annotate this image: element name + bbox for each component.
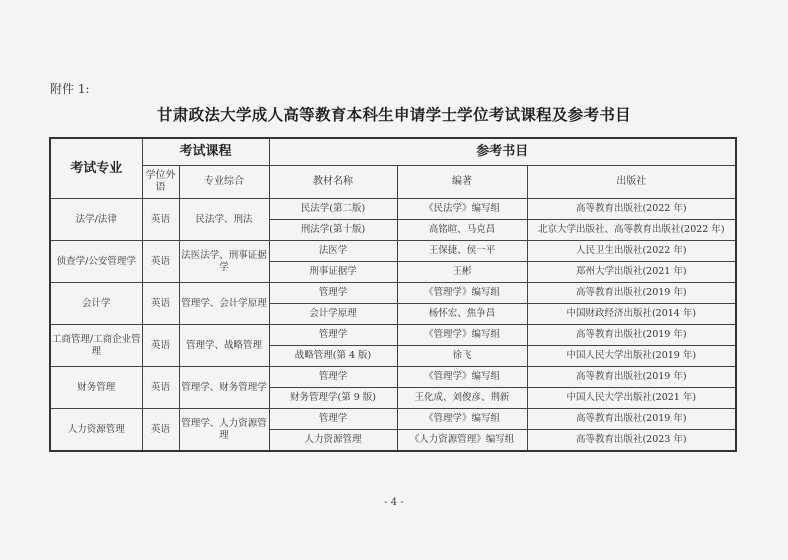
header-publisher: 出版社 [527, 166, 736, 199]
textbook-cell: 管理学 [269, 367, 397, 388]
page-number: - 4 - [384, 497, 404, 508]
author-cell: 《管理学》编写组 [397, 325, 527, 346]
lang-cell: 英语 [142, 241, 179, 283]
courses-cell: 法医法学、刑事证据学 [179, 241, 269, 283]
publisher-cell: 高等教育出版社(2019 年) [527, 283, 736, 304]
header-textbook: 教材名称 [269, 166, 397, 199]
author-cell: 王彬 [397, 262, 527, 283]
publisher-cell: 高等教育出版社(2019 年) [527, 367, 736, 388]
publisher-cell: 高等教育出版社(2019 年) [527, 409, 736, 430]
author-cell: 高铭暄、马克昌 [397, 220, 527, 241]
publisher-cell: 中国人民大学出版社(2019 年) [527, 346, 736, 367]
textbook-cell: 管理学 [269, 409, 397, 430]
courses-cell: 管理学、人力资源管理 [179, 409, 269, 452]
textbook-cell: 刑法学(第十版) [269, 220, 397, 241]
lang-cell: 英语 [142, 325, 179, 367]
course-table [49, 137, 737, 452]
document-title: 甘肃政法大学成人高等教育本科生申请学士学位考试课程及参考书目 [156, 105, 631, 124]
major-cell: 工商管理/工商企业管理 [50, 325, 142, 367]
author-cell: 王化成、刘俊彦、荆新 [397, 388, 527, 409]
major-cell: 会计学 [50, 283, 142, 325]
author-cell: 《人力资源管理》编写组 [397, 430, 527, 452]
publisher-cell: 北京大学出版社、高等教育出版社(2022 年) [527, 220, 736, 241]
publisher-cell: 郑州大学出版社(2021 年) [527, 262, 736, 283]
table-row [50, 199, 736, 220]
textbook-cell: 民法学(第二版) [269, 199, 397, 220]
author-cell: 《管理学》编写组 [397, 367, 527, 388]
textbook-cell: 管理学 [269, 283, 397, 304]
courses-cell: 管理学、战略管理 [179, 325, 269, 367]
textbook-cell: 财务管理学(第 9 版) [269, 388, 397, 409]
major-cell: 侦查学/公安管理学 [50, 241, 142, 283]
publisher-cell: 中国人民大学出版社(2021 年) [527, 388, 736, 409]
attachment-label: 附件 1: [50, 82, 90, 96]
table-row [50, 325, 736, 346]
author-cell: 《管理学》编写组 [397, 409, 527, 430]
table-row [50, 367, 736, 388]
author-cell: 《民法学》编写组 [397, 199, 527, 220]
publisher-cell: 中国财政经济出版社(2014 年) [527, 304, 736, 325]
header-foreign-lang: 学位外语 [142, 166, 179, 199]
textbook-cell: 刑事证据学 [269, 262, 397, 283]
header-major: 考试专业 [50, 138, 142, 199]
courses-cell: 管理学、财务管理学 [179, 367, 269, 409]
table-row [50, 241, 736, 262]
table-row [50, 283, 736, 304]
header-professional: 专业综合 [179, 166, 269, 199]
textbook-cell: 管理学 [269, 325, 397, 346]
header-author: 编著 [397, 166, 527, 199]
lang-cell: 英语 [142, 283, 179, 325]
publisher-cell: 人民卫生出版社(2022 年) [527, 241, 736, 262]
table-row [50, 409, 736, 430]
publisher-cell: 高等教育出版社(2019 年) [527, 325, 736, 346]
publisher-cell: 高等教育出版社(2023 年) [527, 430, 736, 452]
author-cell: 王保捷、侯一平 [397, 241, 527, 262]
header-exam-courses: 考试课程 [142, 138, 269, 166]
author-cell: 杨怀宏、焦争昌 [397, 304, 527, 325]
header-references: 参考书目 [269, 138, 736, 166]
textbook-cell: 人力资源管理 [269, 430, 397, 452]
lang-cell: 英语 [142, 367, 179, 409]
lang-cell: 英语 [142, 199, 179, 241]
courses-cell: 民法学、刑法 [179, 199, 269, 241]
textbook-cell: 战略管理(第 4 版) [269, 346, 397, 367]
author-cell: 《管理学》编写组 [397, 283, 527, 304]
textbook-cell: 会计学原理 [269, 304, 397, 325]
author-cell: 徐飞 [397, 346, 527, 367]
major-cell: 法学/法律 [50, 199, 142, 241]
publisher-cell: 高等教育出版社(2022 年) [527, 199, 736, 220]
major-cell: 人力资源管理 [50, 409, 142, 452]
textbook-cell: 法医学 [269, 241, 397, 262]
major-cell: 财务管理 [50, 367, 142, 409]
courses-cell: 管理学、会计学原理 [179, 283, 269, 325]
lang-cell: 英语 [142, 409, 179, 452]
